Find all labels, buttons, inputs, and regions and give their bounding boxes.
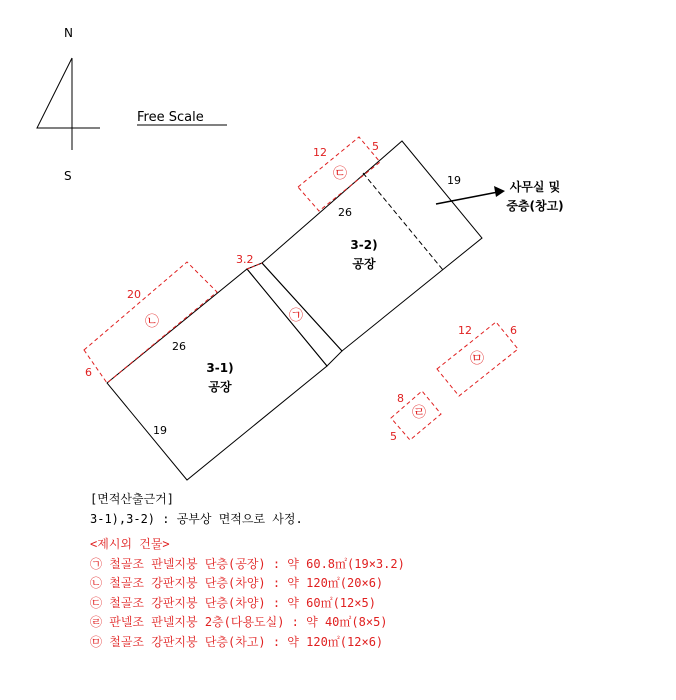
extra-3-short-dim: 5 xyxy=(372,140,379,153)
extra-heading: <제시외 건물> xyxy=(90,537,170,551)
notes xyxy=(90,490,405,652)
extra-4-symbol: ㉣ xyxy=(412,405,426,421)
north-arrow xyxy=(37,26,100,183)
extra-1-symbol: ㉠ xyxy=(289,308,303,324)
extra-item-4: ㉣ 판넬조 판넬지붕 2층(다용도실) : 약 40㎡(8×5) xyxy=(90,615,388,629)
extra-item-2: ㉡ 철골조 강판지붕 단층(차양) : 약 120㎡(20×6) xyxy=(90,576,384,590)
building-3-2-long-dim: 26 xyxy=(338,206,352,219)
extra-1-dim: 3.2 xyxy=(236,253,254,266)
extra-2-short-dim: 6 xyxy=(85,366,92,379)
extra-5-long-dim: 12 xyxy=(458,324,472,337)
south-label: S xyxy=(64,169,72,183)
building-3-1-name: 공장 xyxy=(208,380,232,394)
extra-4-long-dim: 8 xyxy=(397,392,404,405)
extra-item-5: ㉤ 철골조 강판지붕 단층(차고) : 약 120㎡(12×6) xyxy=(90,634,384,649)
extra-5-symbol: ㉤ xyxy=(470,351,484,367)
extra-3-long-dim: 12 xyxy=(313,146,327,159)
building-3-1-number: 3-1) xyxy=(206,361,234,375)
extra-item-1: ㉠ 철골조 판넬지붕 단층(공장) : 약 60.8㎡(19×3.2) xyxy=(90,556,405,571)
extra-5-short-dim: 6 xyxy=(510,324,517,337)
scale-label: Free Scale xyxy=(137,110,204,125)
building-3-2-short-dim: 19 xyxy=(447,174,461,187)
arrow-label-line2: 중층(창고) xyxy=(506,199,564,213)
building-3-2-number: 3-2) xyxy=(350,238,378,252)
building-3-2-name: 공장 xyxy=(352,257,376,271)
extra-4-short-dim: 5 xyxy=(390,430,397,443)
notes-line: 3-1),3-2) : 공부상 면적으로 사정. xyxy=(90,511,303,526)
notes-heading: [면적산출근거] xyxy=(90,492,175,506)
extra-item-3: ㉢ 철골조 강판지붕 단층(차양) : 약 60㎡(12×5) xyxy=(90,595,376,610)
building-3-1-short-dim: 19 xyxy=(153,424,167,437)
arrow-label-line1: 사무실 및 xyxy=(509,180,561,194)
north-label: N xyxy=(64,26,73,40)
extra-2-long-dim: 20 xyxy=(127,288,141,301)
extra-3-symbol: ㉢ xyxy=(333,166,347,182)
extra-2-symbol: ㉡ xyxy=(145,314,159,330)
building-3-1-long-dim: 26 xyxy=(172,340,186,353)
